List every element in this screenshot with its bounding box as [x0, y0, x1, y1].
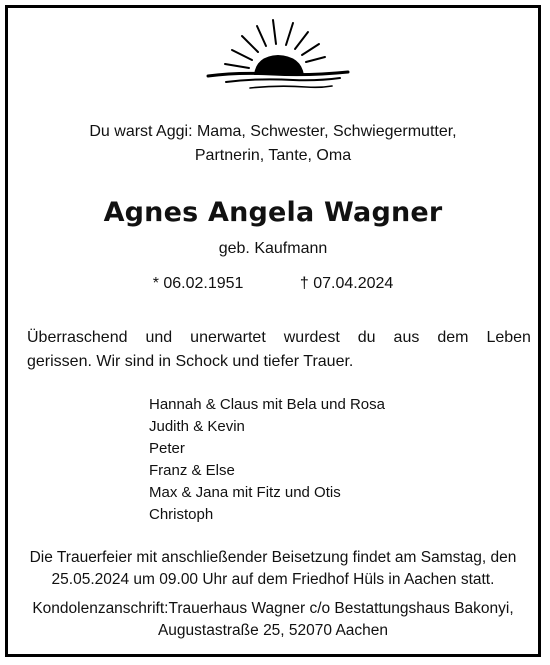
- deceased-name: Agnes Angela Wagner: [103, 197, 443, 228]
- message-line-1: [27, 326, 531, 350]
- condolence-address-line: Augustastraße 25, 52070 Aachen: [157, 622, 389, 639]
- birth-date: * 06.02.1951: [152, 275, 244, 292]
- message-word: du: [357, 329, 376, 346]
- obituary-card: [5, 5, 541, 657]
- maiden-name: geb. Kaufmann: [218, 240, 328, 257]
- family-member: Max & Jana mit Fitz und Otis: [149, 484, 341, 501]
- family-member: Judith & Kevin: [149, 418, 245, 435]
- message-line-2: gerissen. Wir sind in Schock und tiefer Trauer.: [27, 353, 354, 370]
- family-member: Peter: [149, 440, 185, 457]
- sunrise-emblem-icon: [198, 12, 358, 94]
- message-word: dem: [437, 329, 469, 346]
- intro-line: Du warst Aggi: Mama, Schwester, Schwiegermutter,: [89, 123, 457, 140]
- funeral-info-line: 25.05.2024 um 09.00 Uhr auf dem Friedhof Hüls in Aachen statt.: [51, 571, 495, 588]
- intro-text: [8, 120, 538, 168]
- funeral-info: [8, 547, 538, 591]
- intro-line: Partnerin, Tante, Oma: [194, 147, 352, 164]
- family-member: Franz & Else: [149, 462, 235, 479]
- message-word: aus: [393, 329, 420, 346]
- condolence-address: [8, 598, 538, 642]
- death-date: † 07.04.2024: [299, 275, 394, 292]
- family-list: [149, 394, 385, 526]
- message-word: unerwartet: [190, 329, 266, 346]
- message-word: Überraschend: [27, 329, 128, 346]
- condolence-message: [27, 326, 531, 374]
- condolence-address-line: Kondolenzanschrift:Trauerhaus Wagner c/o Bestattungshaus Bakonyi,: [32, 600, 514, 617]
- family-member: Christoph: [149, 506, 214, 523]
- message-word: und: [145, 329, 173, 346]
- funeral-info-line: Die Trauerfeier mit anschließender Beisetzung findet am Samstag, den: [29, 549, 517, 566]
- family-member: Hannah & Claus mit Bela und Rosa: [149, 396, 385, 413]
- message-word: wurdest: [283, 329, 340, 346]
- life-dates: [8, 275, 538, 293]
- message-word: Leben: [486, 329, 531, 346]
